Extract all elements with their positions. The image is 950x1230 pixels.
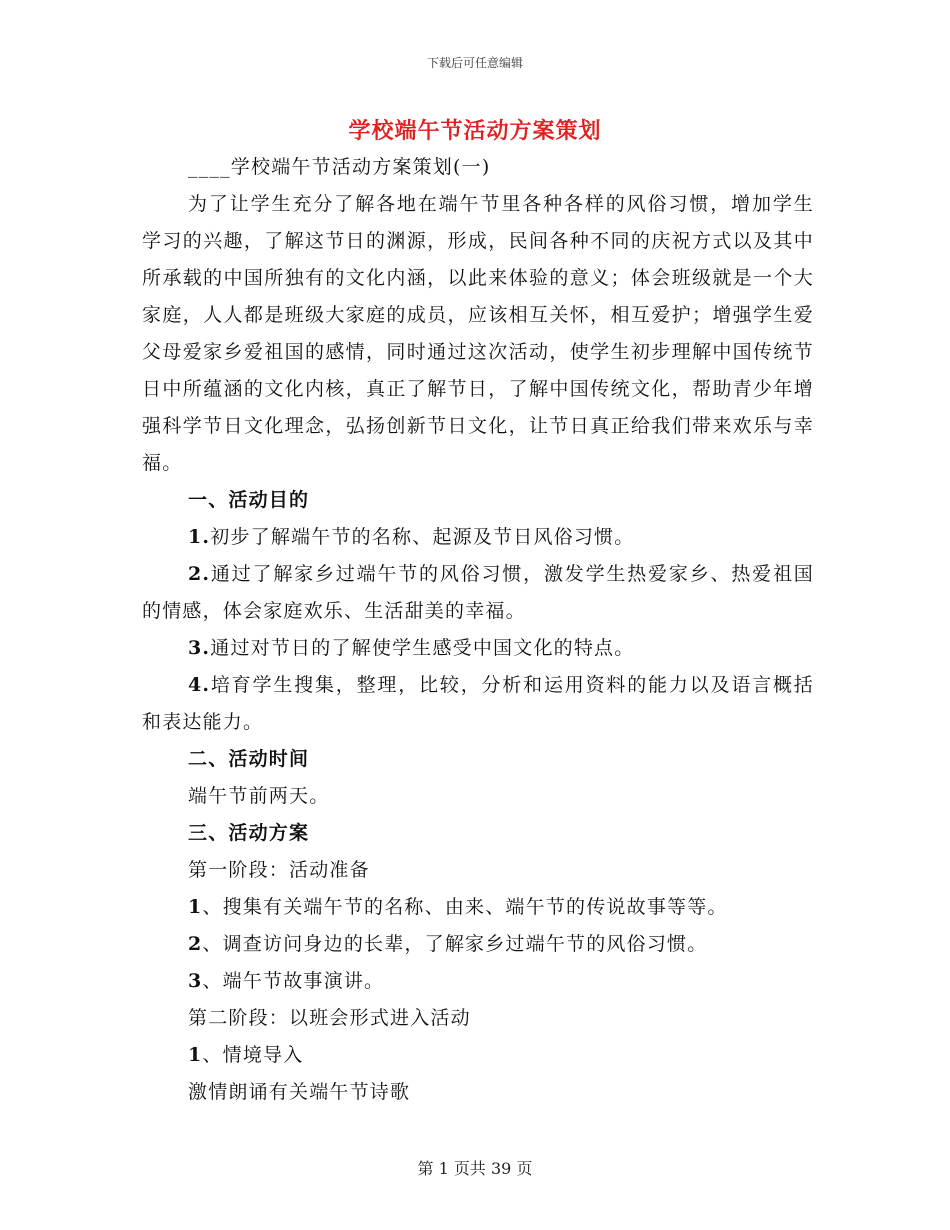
stage-one-heading: 第一阶段：活动准备 xyxy=(188,859,370,881)
subtitle: ____学校端午节活动方案策划(一) xyxy=(188,156,491,178)
item-text: 初步了解端午节的名称、起源及节日风俗习惯。 xyxy=(210,526,635,548)
item-number: 2. xyxy=(188,563,211,585)
purpose-item xyxy=(142,667,814,741)
item-text: 、端午节故事演讲。 xyxy=(202,970,385,992)
item-number: 3 xyxy=(188,970,203,992)
stage-two-item xyxy=(142,1037,814,1074)
purpose-item xyxy=(142,630,814,667)
page-footer: 第 1 页共 39 页 xyxy=(417,1159,533,1178)
item-number: 2 xyxy=(188,933,203,955)
stage-one-item xyxy=(142,889,814,926)
document-body xyxy=(142,149,814,1111)
item-text: 、情境导入 xyxy=(202,1044,304,1066)
header-note: 下载后可任意编辑 xyxy=(426,56,523,70)
document-title: 学校端午节活动方案策划 xyxy=(348,118,602,144)
item-number: 1 xyxy=(188,896,203,918)
item-number: 1. xyxy=(188,526,211,548)
stage-one-item xyxy=(142,963,814,1000)
section-heading-plan: 三、活动方案 xyxy=(188,822,310,844)
purpose-item xyxy=(142,556,814,630)
time-text: 端午节前两天。 xyxy=(188,785,330,807)
item-number: 1 xyxy=(188,1044,203,1066)
stage-one-item xyxy=(142,926,814,963)
intro-paragraph: 为了让学生充分了解各地在端午节里各种各样的风俗习惯，增加学生学习的兴趣，了解这节日的渊源，形成，民间各种不同的庆祝方式以及其中所承载的中国所独有的文化内涵，以此来体验的意义；体会班级就是一个大家庭，人人都是班级大家庭的成员，应该相互关怀，相互爱护；增强学生爱父母爱家乡爱祖国的感情，同时通过这次活动，使学生初步理解中国传统节日中所蕴涵的文化内核，真正了解节日，了解中国传统文化，帮助青少年增强科学节日文化理念，弘扬创新节日文化，让节日真正给我们带来欢乐与幸福。 xyxy=(142,193,814,474)
item-text: 、调查访问身边的长辈，了解家乡过端午节的风俗习惯。 xyxy=(202,933,708,955)
item-number: 4. xyxy=(188,674,211,696)
section-heading-purpose: 一、活动目的 xyxy=(188,489,310,511)
stage-two-text: 激情朗诵有关端午节诗歌 xyxy=(188,1081,411,1103)
purpose-item xyxy=(142,519,814,556)
item-text: 通过对节日的了解使学生感受中国文化的特点。 xyxy=(210,637,635,659)
item-number: 3. xyxy=(188,637,211,659)
item-text: 培育学生搜集，整理，比较，分析和运用资料的能力以及语言概括和表达能力。 xyxy=(142,674,814,733)
stage-two-heading: 第二阶段：以班会形式进入活动 xyxy=(188,1007,471,1029)
section-heading-time: 二、活动时间 xyxy=(188,748,310,770)
item-text: 、搜集有关端午节的名称、由来、端午节的传说故事等等。 xyxy=(202,896,728,918)
item-text: 通过了解家乡过端午节的风俗习惯，激发学生热爱家乡、热爱祖国的情感，体会家庭欢乐、生活甜美的幸福。 xyxy=(142,563,814,622)
